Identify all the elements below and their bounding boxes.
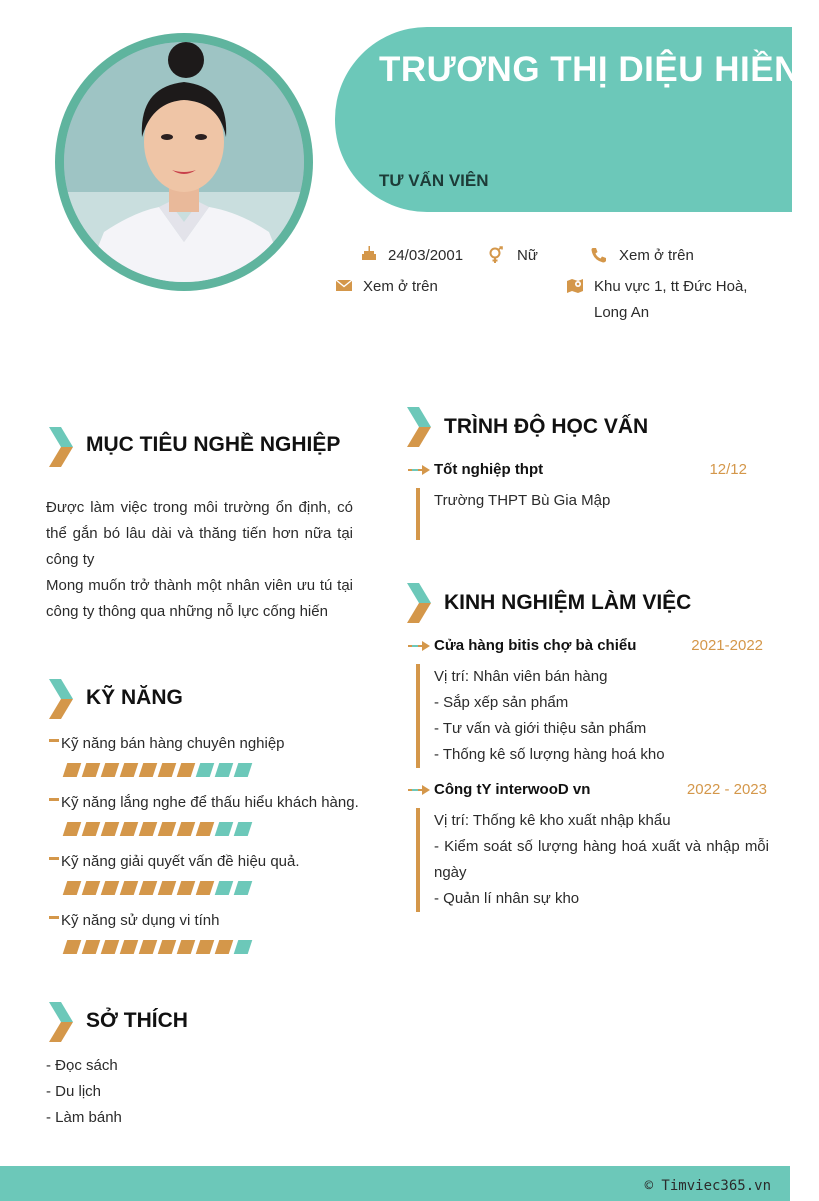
chevron-icon	[405, 405, 435, 449]
gender-icon	[487, 246, 505, 264]
skill-segment-filled	[177, 881, 196, 895]
timeline-line	[416, 488, 420, 540]
skill-label: Kỹ năng lắng nghe để thấu hiểu khách hàng.	[61, 794, 359, 811]
skill-segment-filled	[158, 881, 177, 895]
skill-segment-filled	[196, 822, 215, 836]
chevron-icon	[47, 1000, 77, 1044]
job-line: Vị trí: Thống kê kho xuất nhập khẩu	[434, 812, 671, 829]
skill-segment-filled	[139, 822, 158, 836]
hobbies-list	[46, 1053, 122, 1131]
email: Xem ở trên	[363, 278, 438, 295]
job-line: Vị trí: Nhân viên bán hàng	[434, 668, 608, 685]
skill-segment-filled	[101, 822, 120, 836]
skill-segment-empty	[234, 940, 253, 954]
skill-level-bar	[65, 763, 250, 777]
skill-bullet	[49, 739, 59, 742]
map-icon	[566, 277, 584, 295]
cake-icon	[360, 244, 378, 262]
chevron-icon	[47, 677, 77, 721]
skill-segment-filled	[158, 763, 177, 777]
section-title-education: TRÌNH ĐỘ HỌC VẤN	[444, 415, 649, 438]
skill-segment-filled	[82, 881, 101, 895]
skill-segment-filled	[158, 940, 177, 954]
skill-segment-empty	[234, 822, 253, 836]
skill-segment-filled	[63, 940, 82, 954]
phone-icon	[590, 246, 608, 264]
address-line1: Khu vực 1, tt Đức Hoà,	[594, 278, 748, 295]
chevron-icon	[47, 425, 77, 469]
section-title-objective: MỤC TIÊU NGHỀ NGHIỆP	[86, 433, 341, 456]
arrow-icon	[408, 641, 430, 651]
skill-label: Kỹ năng bán hàng chuyên nghiệp	[61, 735, 285, 752]
job-line: - Quản lí nhân sự kho	[434, 890, 580, 907]
job-details	[434, 808, 769, 912]
skill-segment-filled	[120, 940, 139, 954]
objective-line: Mong muốn trở thành một nhân viên ưu tú tại công ty thông qua những nỗ lực cống hiến	[46, 577, 353, 620]
chevron-icon	[405, 581, 435, 625]
skill-segment-filled	[177, 940, 196, 954]
job-title: Công tY interwooD vn	[434, 781, 591, 798]
gender: Nữ	[517, 247, 538, 264]
skill-label: Kỹ năng giải quyết vấn đề hiệu quả.	[61, 853, 300, 870]
mail-icon	[335, 277, 353, 295]
skill-segment-filled	[82, 763, 101, 777]
skill-segment-filled	[82, 822, 101, 836]
skill-segment-empty	[234, 881, 253, 895]
timeline-line	[416, 664, 420, 768]
skill-segment-empty	[196, 763, 215, 777]
skill-segment-filled	[120, 763, 139, 777]
objective-text	[46, 495, 353, 625]
skill-segment-filled	[196, 940, 215, 954]
arrow-icon	[408, 785, 430, 795]
job-line: - Thống kê số lượng hàng hoá kho	[434, 746, 665, 763]
skill-segment-filled	[139, 881, 158, 895]
skill-segment-filled	[120, 881, 139, 895]
arrow-icon	[408, 465, 430, 475]
hobby-item: - Du lịch	[46, 1083, 102, 1100]
skill-segment-filled	[196, 881, 215, 895]
skill-segment-filled	[215, 940, 234, 954]
skill-segment-filled	[101, 763, 120, 777]
skill-label: Kỹ năng sử dụng vi tính	[61, 912, 220, 929]
skill-segment-empty	[215, 763, 234, 777]
job-title: Cửa hàng bitis chợ bà chiểu	[434, 637, 637, 654]
skill-bullet	[49, 916, 59, 919]
job-line: - Tư vấn và giới thiệu sản phẩm	[434, 720, 647, 737]
skill-bullet	[49, 857, 59, 860]
skill-segment-filled	[177, 763, 196, 777]
skill-level-bar	[65, 822, 250, 836]
skill-segment-filled	[63, 881, 82, 895]
skill-segment-empty	[234, 763, 253, 777]
job-details	[434, 664, 665, 768]
job-title: TƯ VẤN VIÊN	[379, 171, 489, 190]
skill-segment-filled	[63, 763, 82, 777]
hobby-item: - Đọc sách	[46, 1057, 118, 1074]
section-title-hobbies: SỞ THÍCH	[86, 1009, 188, 1032]
skill-segment-empty	[215, 881, 234, 895]
job-line: - Kiểm soát số lượng hàng hoá xuất và nhập mỗi ngày	[434, 838, 769, 881]
skill-segment-filled	[63, 822, 82, 836]
skill-segment-empty	[215, 822, 234, 836]
footer-credit: © Timviec365.vn	[644, 1178, 771, 1194]
candidate-name: TRƯƠNG THỊ DIỆU HIỀN	[379, 50, 800, 89]
skill-segment-filled	[139, 763, 158, 777]
section-title-skills: KỸ NĂNG	[86, 686, 183, 709]
section-title-experience: KINH NGHIỆM LÀM VIỆC	[444, 591, 692, 614]
job-date: 2022 - 2023	[686, 781, 767, 798]
timeline-line	[416, 808, 420, 912]
skill-segment-filled	[82, 940, 101, 954]
phone: Xem ở trên	[619, 247, 694, 264]
objective-line: Được làm việc trong môi trường ổn định, có thể gắn bó lâu dài và thăng tiến hơn nữa tại công ty	[46, 499, 353, 568]
skill-segment-filled	[177, 822, 196, 836]
skill-segment-filled	[101, 881, 120, 895]
address-line2: Long An	[594, 304, 650, 321]
education-title: Tốt nghiệp thpt	[434, 461, 544, 478]
skill-segment-filled	[120, 822, 139, 836]
avatar	[64, 42, 304, 282]
education-date: 12/12	[709, 461, 747, 478]
hobby-item: - Làm bánh	[46, 1109, 122, 1126]
skill-segment-filled	[158, 822, 177, 836]
education-school: Trường THPT Bù Gia Mập	[434, 492, 611, 509]
job-line: - Sắp xếp sản phẩm	[434, 694, 569, 711]
birthday: 24/03/2001	[388, 247, 464, 264]
skill-segment-filled	[101, 940, 120, 954]
skill-level-bar	[65, 881, 250, 895]
skill-bullet	[49, 798, 59, 801]
job-date: 2021-2022	[691, 637, 763, 654]
skill-level-bar	[65, 940, 250, 954]
skill-segment-filled	[139, 940, 158, 954]
